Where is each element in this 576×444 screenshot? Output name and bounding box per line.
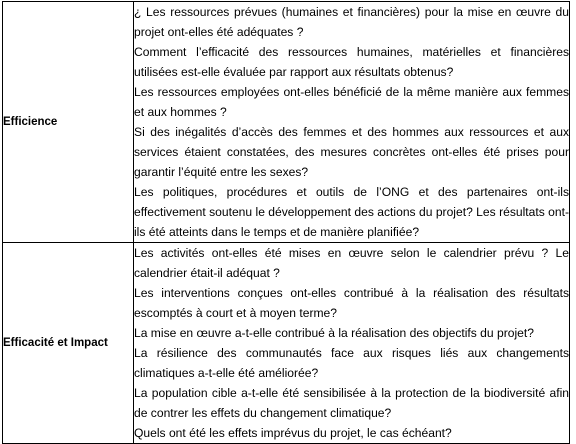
table-row-efficacite-impact	[3, 243, 570, 444]
criterion-cell: Efficacité et Impact	[3, 243, 134, 444]
question-text: Les ressources employées ont-elles bénéficié de la même manière aux femmes et aux hommes ?	[134, 85, 569, 119]
question-text: ¿ Les ressources prévues (humaines et financières) pour la mise en œuvre du projet ont-elles été adéquates ?	[134, 5, 569, 39]
table-row-efficience	[3, 2, 570, 243]
question-text: Comment l’efficacité des ressources humaines, matérielles et financières utilisées est-elle évaluée par rapport aux résultats obtenus?	[134, 45, 569, 79]
question-text: Les activités ont-elles été mises en œuvre selon le calendrier prévu ? Le calendrier était-il adéquat ?	[134, 246, 569, 280]
criterion-cell: Efficience	[3, 2, 134, 243]
evaluation-criteria-table	[2, 1, 570, 444]
question-text: La résilience des communautés face aux risques liés aux changements climatiques a-t-elle été améliorée?	[134, 346, 569, 380]
question-text: Les interventions conçues ont-elles contribué à la réalisation des résultats escomptés à court et à moyen terme?	[134, 286, 569, 320]
questions-cell	[134, 2, 570, 243]
question-text: Quels ont été les effets imprévus du projet, le cas échéant?	[134, 426, 452, 440]
question-text: Si des inégalités d’accès des femmes et des hommes aux ressources et aux services étaient constatées, des mesures concrètes ont-elles été prises pour garantir l’équité entre les sexes?	[134, 125, 569, 179]
questions-cell	[134, 243, 570, 444]
question-text: La mise en œuvre a-t-elle contribué à la réalisation des objectifs du projet?	[134, 326, 534, 340]
question-text: La population cible a-t-elle été sensibilisée à la protection de la biodiversité afin de contrer les effets du changement climatique?	[134, 386, 569, 420]
question-text: Les politiques, procédures et outils de l’ONG et des partenaires ont-ils effectivement soutenu le développement des actions du projet? Les résultats ont-ils été atteints dans le temps et de manière planifiée?	[134, 185, 569, 239]
